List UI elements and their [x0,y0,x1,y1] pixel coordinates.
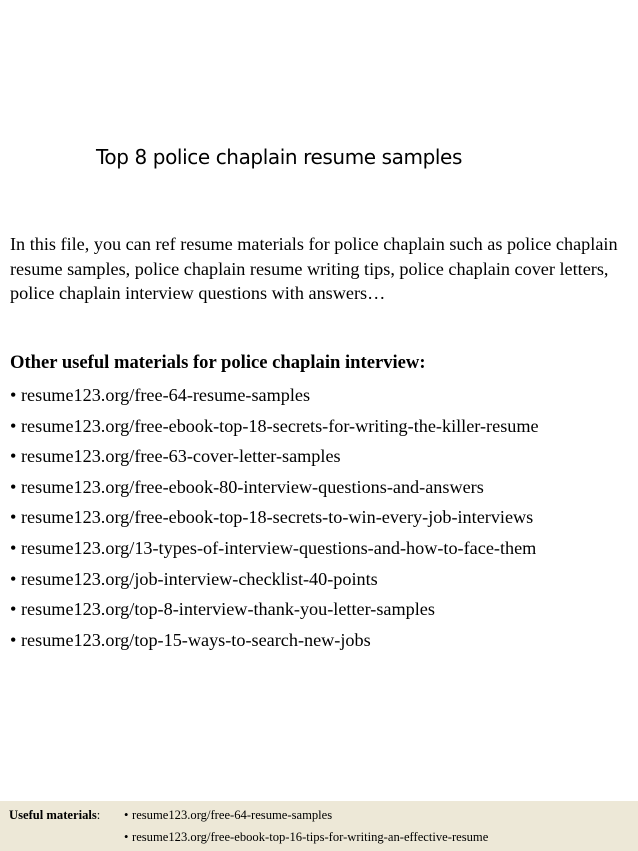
bullet-icon: • [10,415,17,436]
material-link[interactable]: resume123.org/13-types-of-interview-questions-and-how-to-face-them [21,537,537,558]
list-item [10,411,539,442]
footer-links [124,807,488,851]
list-item [10,502,539,533]
material-link[interactable]: resume123.org/free-ebook-top-18-secrets-to-win-every-job-interviews [21,507,534,528]
material-link[interactable]: resume123.org/free-ebook-top-18-secrets-for-writing-the-killer-resume [21,415,539,436]
footer-link[interactable]: resume123.org/free-ebook-top-16-tips-for-writing-an-effective-resume [132,830,489,844]
material-link[interactable]: resume123.org/top-15-ways-to-search-new-jobs [21,629,371,650]
bullet-icon: • [10,629,17,650]
bullet-icon: • [10,507,17,528]
section-heading: Other useful materials for police chaplain interview: [10,352,426,373]
material-link[interactable]: resume123.org/job-interview-checklist-40-points [21,568,378,589]
list-item [10,533,539,564]
bullet-icon: • [10,476,17,497]
list-item [10,594,539,625]
bullet-icon: • [10,568,17,589]
bullet-icon: • [124,830,129,844]
footer-list-item [124,807,488,829]
bullet-icon: • [10,446,17,467]
footer-label [9,807,100,823]
list-item [10,441,539,472]
bullet-icon: • [10,537,17,558]
list-item [10,472,539,503]
material-link[interactable]: resume123.org/free-63-cover-letter-samples [21,446,341,467]
material-link[interactable]: resume123.org/top-8-interview-thank-you-letter-samples [21,599,435,620]
footer-link[interactable]: resume123.org/free-64-resume-samples [132,808,333,822]
bullet-icon: • [124,808,129,822]
footer-label-text: Useful materials [9,808,97,822]
footer-bar [0,801,638,851]
bullet-icon: • [10,599,17,620]
footer-list-item [124,829,488,851]
list-item [10,625,539,656]
intro-paragraph: In this file, you can ref resume materials for police chaplain such as police chaplain resume samples, police chaplain resume writing tips, police chaplain cover letters, police chaplain interview questions with answers… [10,234,618,303]
material-link[interactable]: resume123.org/free-64-resume-samples [21,385,311,405]
list-item [10,564,539,595]
footer-label-colon: : [96,808,101,822]
list-item [10,380,539,411]
materials-list [10,380,539,655]
material-link[interactable]: resume123.org/free-ebook-80-interview-questions-and-answers [21,476,484,497]
bullet-icon: • [10,385,17,405]
document-title: Top 8 police chaplain resume samples [96,145,462,169]
